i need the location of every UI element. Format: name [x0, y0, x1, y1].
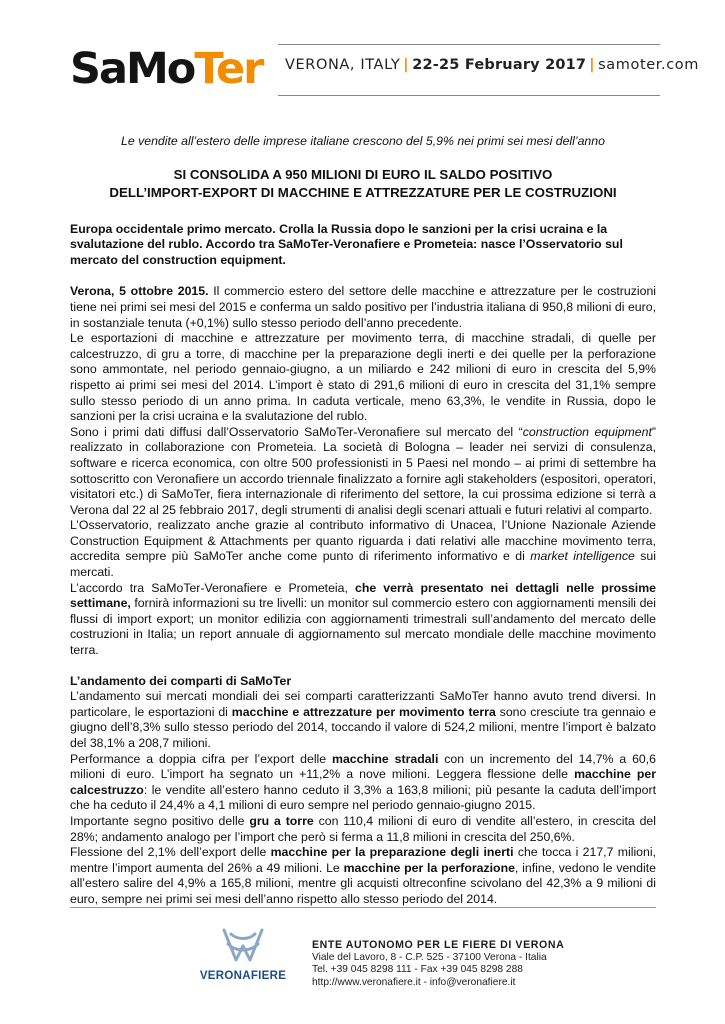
veronafiere-wordmark: VERONAFIERE: [199, 970, 287, 982]
page-header: [70, 44, 699, 96]
samoter-logo: SaMoTer: [70, 44, 263, 94]
section-paragraph-1: L’andamento sui mercati mondiali dei sei comparti caratterizzanti SaMoTer hanno avuto trend diversi. In particolare, le esportazioni di macchine e attrezzature per movimento terra sono cresciute tra gennaio e giugno dell’8,3% sullo stesso periodo del 2014, toccando il valore di 524,2 milioni, mentre l’import è balzato del 38,1% a 208,7 milioni.: [70, 689, 656, 750]
section-paragraph-3: Importante segno positivo delle gru a torre con 110,4 milioni di euro di vendite all’estero, in crescita del 28%; andamento analogo per l’import che però si ferma a 11,8 milioni in crescita del 250,6%.: [70, 813, 656, 844]
subtitle: Le vendite all’estero delle imprese italiane crescono del 5,9% nei primi sei mesi dell’anno: [121, 134, 605, 148]
phone-fax: Tel. +39 045 8298 111 - Fax +39 045 8298 288: [312, 964, 523, 976]
footer-rule: [70, 907, 656, 908]
header-bottom-rule: [278, 95, 660, 96]
section-paragraph-2: Performance a doppia cifra per l’export delle macchine stradali con un incremento del 14,7% a 60,6 milioni di euro. L’import ha segnato un +11,2% a nove milioni. Leggera flessione delle macchine per calcestruzzo: le vendite all’estero hanno ceduto il 3,3% a 163,8 milioni; più pesante la caduta dell’import che ha ceduto il 24,4% a 4,1 milioni di euro sempre nel periodo gennaio-giugno 2015.: [70, 751, 656, 813]
section-paragraph-4: Flessione del 2,1% dell’export delle macchine per la preparazione degli inerti che tocca i 217,7 milioni, mentre l’import aumenta del 26% a 49 milioni. Le macchine per la perforazione, infine, vedono le vendite all’estero salire del 4,9% a 165,8 milioni, mentre gli acquisti oltreconfine scivolano del 42,3% a 9 milioni di euro, sempre nei primi sei mesi dell’anno rispetto allo stesso periodo del 2014.: [70, 845, 656, 906]
section-title: L’andamento dei comparti di SaMoTer: [70, 673, 292, 688]
event-info: [285, 57, 699, 73]
organization-name: ENTE AUTONOMO PER LE FIERE DI VERONA: [312, 939, 565, 951]
press-release: [70, 134, 656, 908]
paragraph-1: Verona, 5 ottobre 2015. Il commercio estero del settore delle macchine e attrezzature per le costruzioni tiene nei primi sei mesi del 2015 e conferma un saldo positivo per l’industria italiana di 950,8 milioni di euro, in sostanziale tenuta (+0,1%) sullo stesso periodo dell’anno precedente.: [70, 284, 657, 330]
lead-paragraph: Europa occidentale primo mercato. Crolla la Russia dopo le sanzioni per la crisi ucraina e la svalutazione del rublo. Accordo tra SaMoTer-Veronafiere e Prometeia: nasce l’Osservatorio sul mercato del construction equipment.: [70, 221, 623, 267]
postal-address: Viale del Lavoro, 8 - C.P. 525 - 37100 Verona - Italia: [312, 952, 547, 963]
event-website[interactable]: samoter.com: [598, 57, 699, 73]
separator: |: [403, 57, 410, 73]
paragraph-4: L’Osservatorio, realizzato anche grazie al contributo informativo di Unacea, l’Unione Nazionale Aziende Construction Equipment & Attachments per quanto riguarda i dati relativi alle macchine movimento terra, accredita sempre più SaMoTer anche come punto di riferimento informativo e di market intelligence sui mercati.: [70, 518, 656, 580]
headline-line-2: DELL’IMPORT-EXPORT DI MACCHINE E ATTREZZATURE PER LE COSTRUZIONI: [109, 184, 617, 200]
header-top-rule: [278, 44, 660, 45]
body-text: [70, 284, 656, 658]
separator: |: [589, 57, 596, 73]
veronafiere-emblem-icon: [218, 924, 268, 968]
paragraph-3: Sono i primi dati diffusi dall’Osservatorio SaMoTer-Veronafiere sul mercato del “construction equipment” realizzato in collaborazione con Prometeia. La società di Bologna – leader nei servizi di consulenza, software e ricerca economica, con oltre 500 professionisti in 5 Paesi nel mondo – ai primi di settembre ha sottoscritto con Veronafiere un accordo triennale finalizzato a fornire agli stakeholders (espositori, operatori, visitatori etc.) di SaMoTer, fiera internazionale di riferimento del settore, la cui prossima edizione si terrà a Verona dal 22 al 25 febbraio 2017, degli strumenti di analisi degli scenari attuali e futuri relativi al comparto.: [70, 424, 656, 517]
footer-address-block: [312, 938, 564, 989]
paragraph-2: Le esportazioni di macchine e attrezzature per movimento terra, di macchine stradali, di quelle per calcestruzzo, di gru a torre, di macchine per la preparazione degli inerti e dei quelle per la perforazione sono ammontate, nel periodo gennaio-giugno, a un miliardo e 242 milioni di euro in crescita del 5,9% rispetto ai primi sei mesi del 2014. L’import è stato di 291,6 milioni di euro in crescita del 31,1% sempre sullo stesso periodo di un anno prima. In caduta verticale, meno 63,3%, le vendite in Russia, dopo le sanzioni per la crisi ucraina e la svalutazione del rublo.: [70, 331, 656, 424]
headline: [70, 166, 656, 202]
event-location: VERONA, ITALY: [285, 57, 401, 73]
section-body: [70, 689, 656, 907]
veronafiere-logo: [188, 924, 298, 990]
web-email[interactable]: http://www.veronafiere.it - info@veronafiere.it: [312, 976, 516, 988]
headline-line-1: SI CONSOLIDA A 950 MILIONI DI EURO IL SALDO POSITIVO: [173, 166, 553, 182]
paragraph-5: L’accordo tra SaMoTer-Veronafiere e Prometeia, che verrà presentato nei dettagli nelle prossime settimane, fornirà informazioni su tre livelli: un monitor sul commercio estero con aggiornamenti mensili dei flussi di import export; un monitor edilizia con aggiornamenti trimestrali sull’andamento del mercato delle costruzioni in Italia; un report annuale di aggiornamento sul mercato mondiale delle macchine movimento terra.: [70, 580, 656, 658]
dateline: Verona, 5 ottobre 2015.: [70, 284, 209, 299]
event-dates: 22-25 February 2017: [412, 57, 587, 73]
